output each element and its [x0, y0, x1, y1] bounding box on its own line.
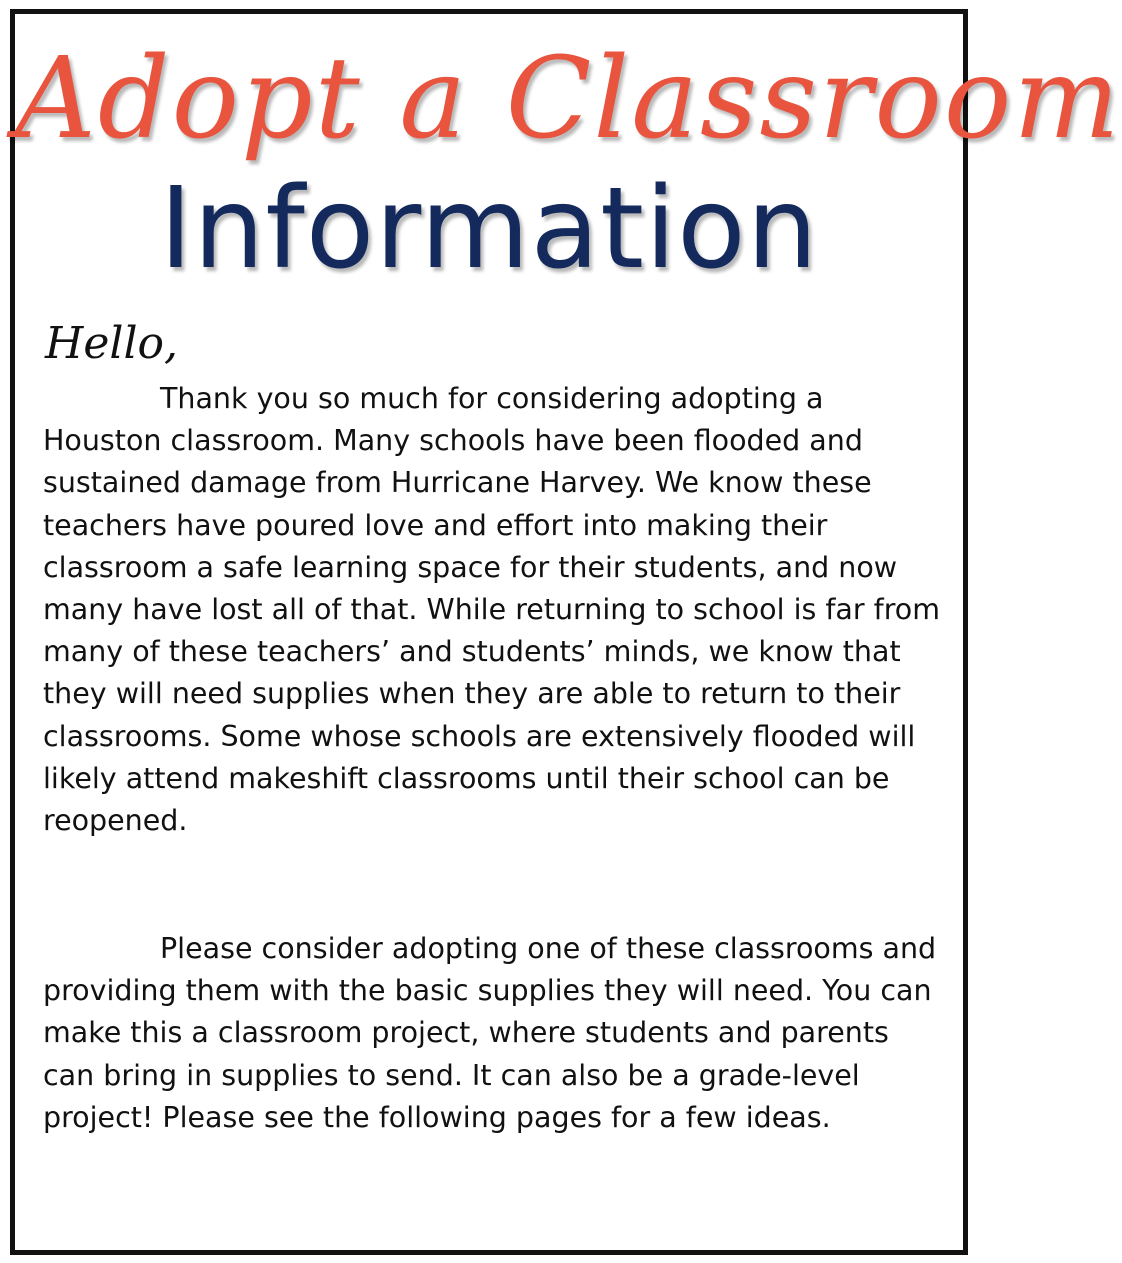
title-adopt-a-classroom: Adopt a Classroom	[15, 34, 1122, 164]
greeting-text: Hello,	[45, 318, 179, 369]
document-border-frame	[10, 9, 1122, 1255]
title-information: Information	[159, 164, 819, 294]
body-paragraph-1: Thank you so much for considering adopting a Houston classroom. Many schools have been flooded and sustained damage from Hurricane Harvey. We know these teachers have poured love and effort into making their classroom a safe learning space for their students, and now many have lost all of that. While returning to school is far from many of these teachers’ and students’ minds, we know that they will need supplies when they are able to return to their classrooms. Some whose schools are extensively flooded will likely attend makeshift classrooms until their school can be reopened.	[43, 382, 940, 838]
body-paragraph-2: Please consider adopting one of these classrooms and providing them with the basic supplies they will need. You can make this a classroom project, where students and parents can bring in supplies to send. It can also be a grade-level project! Please see the following pages for a few ideas.	[43, 932, 937, 1134]
